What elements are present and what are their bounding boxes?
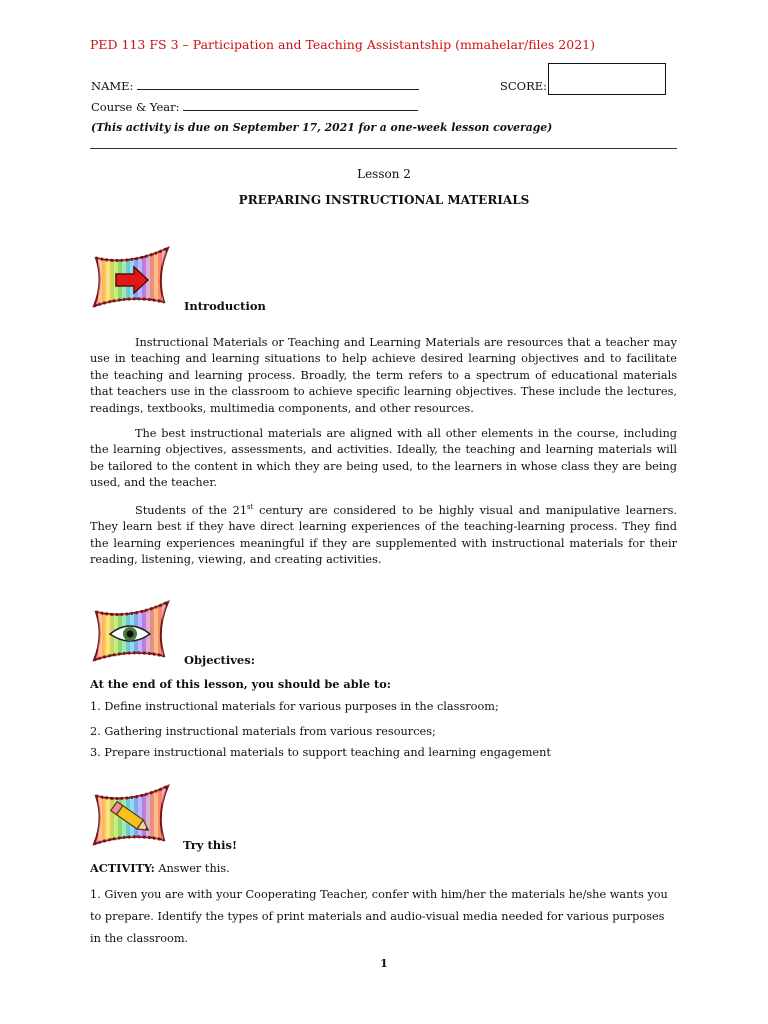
objectives-heading: Objectives: <box>184 653 255 667</box>
lesson-title: PREPARING INSTRUCTIONAL MATERIALS <box>238 193 530 207</box>
intro-paragraph-3-rest: century are considered to be highly visual and manipulative learners. They learn best if they have direct learning experiences of the teaching-learning process. They find the learning experiences meaningful if they are supplemented with instructional materials for their reading, listening, viewing, and creating activities. <box>90 503 677 566</box>
eye-banner-icon <box>90 598 176 664</box>
name-blank[interactable] <box>137 79 419 90</box>
course-year-blank[interactable] <box>183 100 418 111</box>
pencil-banner-icon <box>90 782 176 848</box>
intro-paragraph-2 <box>90 426 677 492</box>
lesson-number: Lesson 2 <box>357 167 411 181</box>
objective-item-2: 2. Gathering instructional materials from various resources; <box>90 725 436 738</box>
arrow-banner-icon <box>90 244 176 310</box>
intro-paragraph-3-start: Students of the 21 <box>135 503 248 517</box>
name-field <box>91 79 419 93</box>
intro-paragraph-2-text: The best instructional materials are aligned with all other elements in the course, including the learning objectives, assessments, and activities. Ideally, the teaching and learning materials will be tailored to the content in which they are being used, to the learners in whose class they are being used, and the teacher. <box>90 427 677 490</box>
activity-question: 1. Given you are with your Cooperating Teacher, confer with him/her the materials he/she wants you to prepare. Identify the types of print materials and audio-visual media needed for various purposes in the classroom. <box>90 888 668 945</box>
divider-line <box>90 148 677 149</box>
activity-line <box>90 861 230 875</box>
course-year-label: Course & Year: <box>91 100 180 114</box>
try-this-heading: Try this! <box>183 838 238 852</box>
intro-paragraph-1 <box>90 335 677 417</box>
document-header: PED 113 FS 3 – Participation and Teaching Assistantship (mmahelar/files 2021) <box>90 37 595 52</box>
objectives-lead: At the end of this lesson, you should be able to: <box>90 677 391 691</box>
objective-item-1: 1. Define instructional materials for various purposes in the classroom; <box>90 700 499 713</box>
intro-paragraph-3 <box>90 499 677 568</box>
introduction-heading: Introduction <box>184 299 266 313</box>
intro-paragraph-1-text: Instructional Materials or Teaching and Learning Materials are resources that a teacher may use in teaching and learning situations to help achieve desired learning objectives and to facilitate the teaching and learning process. Broadly, the term refers to a spectrum of educational materials that teachers use in the classroom to achieve specific learning objectives. These include the lectures, readings, textbooks, multimedia components, and other resources. <box>90 336 677 415</box>
score-label: SCORE: <box>500 79 548 93</box>
score-box[interactable] <box>548 63 666 95</box>
objective-item-3: 3. Prepare instructional materials to support teaching and learning engagement <box>90 746 551 759</box>
page-number: 1 <box>380 957 388 970</box>
activity-label: ACTIVITY: <box>90 861 155 875</box>
course-year-field <box>91 100 418 114</box>
due-note: (This activity is due on September 17, 2021 for a one-week lesson coverage) <box>91 121 553 134</box>
name-label: NAME: <box>91 79 134 93</box>
intro-paragraph-3-sup: st <box>247 503 254 511</box>
activity-text: Answer this. <box>154 862 230 875</box>
